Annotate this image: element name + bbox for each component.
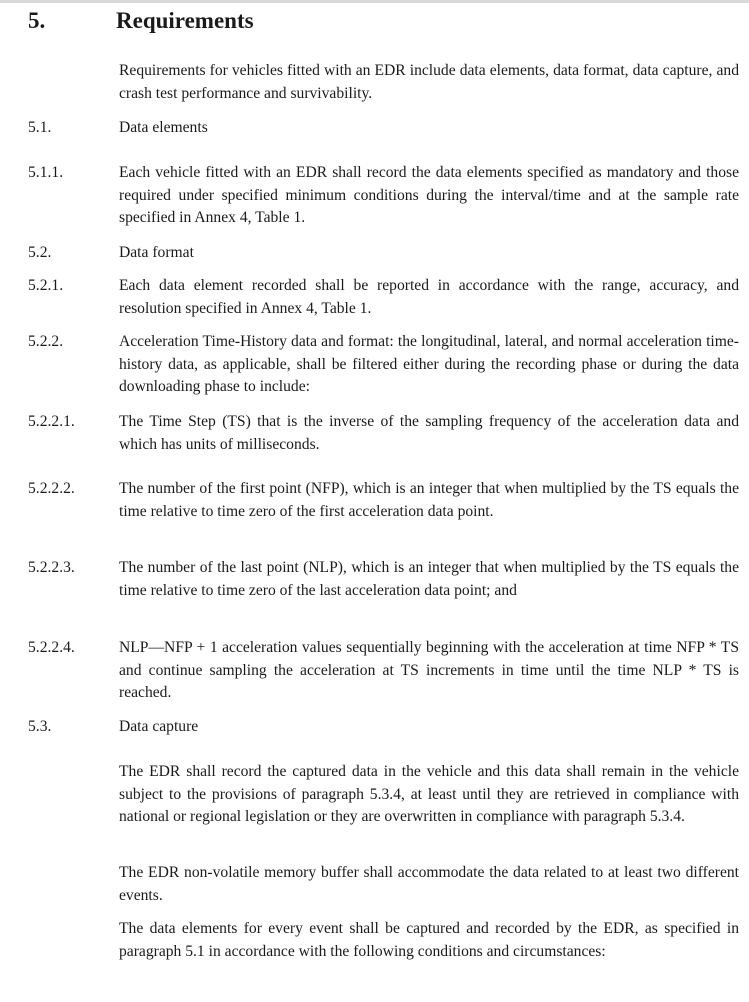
clause-number: 5.2.2.3. — [28, 559, 75, 576]
clause-heading: Data elements — [119, 119, 208, 136]
clause-number: 5.2.1. — [28, 277, 64, 294]
clause-text: The Time Step (TS) that is the inverse of the sampling frequency of the acceleration data and which has units of milliseconds. — [119, 413, 739, 453]
page-top-border — [0, 0, 749, 3]
clause-heading: Data format — [119, 244, 194, 261]
clause-number: 5.2.2.1. — [28, 413, 75, 430]
clause-text: The number of the last point (NLP), which is an integer that when multiplied by the TS equals the time relative to time zero of the last acceleration data point; and — [119, 559, 739, 599]
clause-text: The number of the first point (NFP), which is an integer that when multiplied by the TS equals the time relative to time zero of the first acceleration data point. — [119, 480, 739, 520]
section-title: Requirements — [116, 8, 254, 33]
section-number: 5. — [28, 8, 46, 33]
intro-paragraph: Requirements for vehicles fitted with an EDR include data elements, data format, data capture, and crash test performance and survivability. — [119, 62, 739, 102]
clause-number: 5.2.2. — [28, 333, 64, 350]
clause-number: 5.1. — [28, 119, 52, 136]
clause-text: NLP—NFP + 1 acceleration values sequentially beginning with the acceleration at time NFP * TS and continue sampling the acceleration at TS increments in time until the time NLP * TS is reached. — [119, 639, 739, 701]
clause-number: 5.1.1. — [28, 164, 64, 181]
clause-number: 5.2.2.4. — [28, 639, 75, 656]
clause-number: 5.3. — [28, 718, 52, 735]
clause-number: 5.2.2.2. — [28, 480, 75, 497]
clause-text: Each data element recorded shall be reported in accordance with the range, accuracy, and resolution specified in Annex 4, Table 1. — [119, 277, 739, 317]
clause-number: 5.2. — [28, 244, 52, 261]
clause-text: Acceleration Time-History data and format: the longitudinal, lateral, and normal acceleration time-history data, as applicable, shall be filtered either during the recording phase or during the data downloading phase to include: — [119, 333, 739, 395]
capture-paragraph: The EDR non-volatile memory buffer shall accommodate the data related to at least two different events. — [119, 864, 739, 904]
clause-heading: Data capture — [119, 718, 199, 735]
capture-paragraph: The EDR shall record the captured data in the vehicle and this data shall remain in the vehicle subject to the provisions of paragraph 5.3.4, at least until they are retrieved in compliance with national or regional legislation or they are overwritten in compliance with paragraph 5.3.4. — [119, 763, 739, 825]
capture-paragraph: The data elements for every event shall be captured and recorded by the EDR, as specified in paragraph 5.1 in accordance with the following conditions and circumstances: — [119, 920, 739, 960]
clause-text: Each vehicle fitted with an EDR shall record the data elements specified as mandatory and those required under specified minimum conditions during the interval/time and at the sample rate specified in Annex 4, Table 1. — [119, 164, 739, 226]
